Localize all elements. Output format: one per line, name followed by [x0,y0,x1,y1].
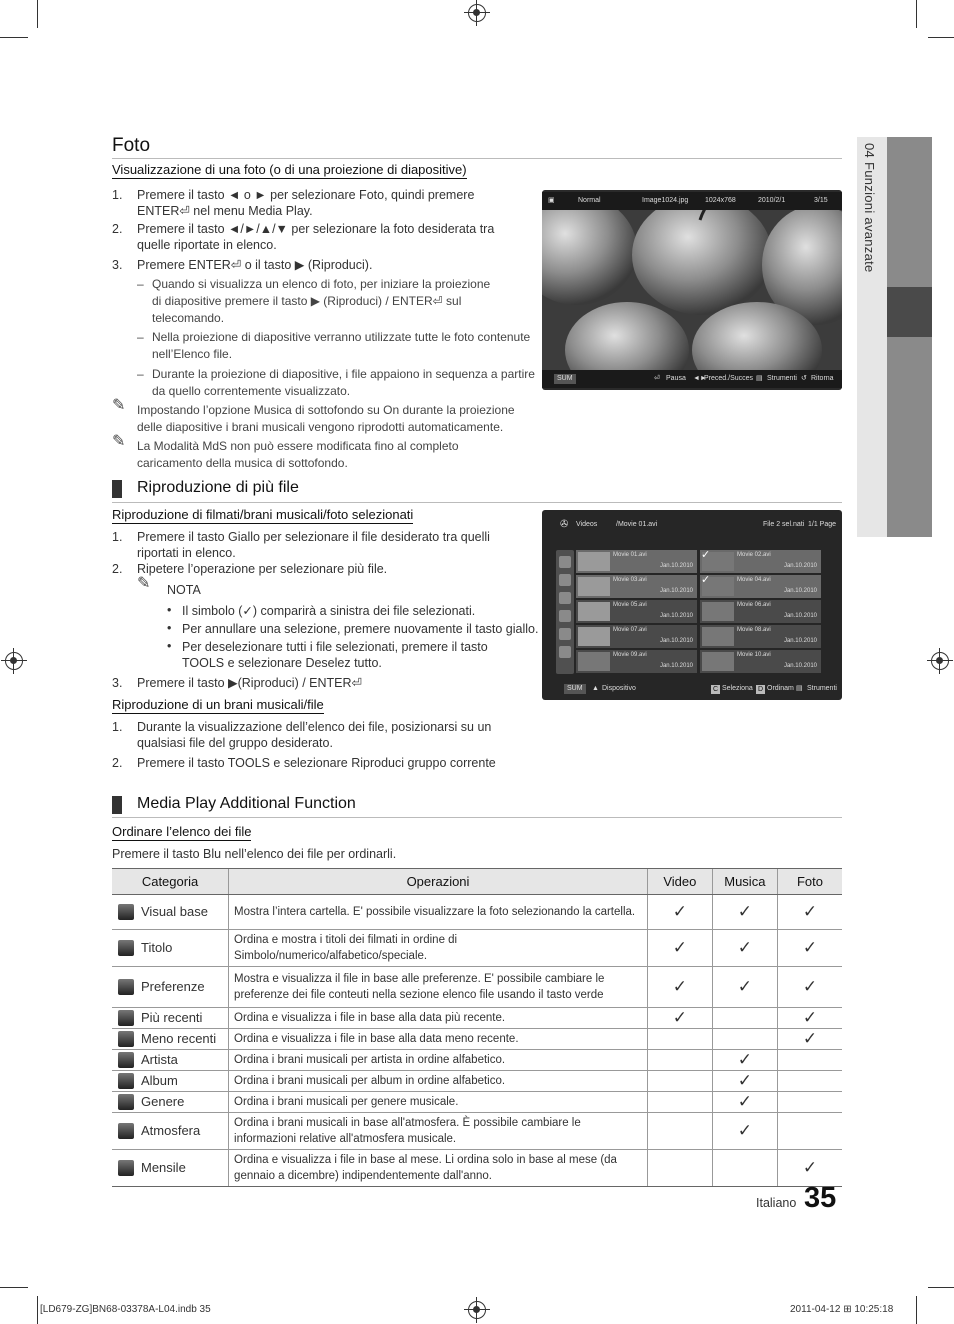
prev-next-label: Preced./Succes [704,375,754,382]
file-name: Movie 09.avi [613,652,647,658]
checkmark-cell [647,1092,712,1113]
subsection-heading: Riproduzione di un brani musicali/file [112,697,324,712]
blue-key-icon: D [758,686,764,693]
chapter-tab-bar [887,137,932,537]
category-icon [118,1094,134,1110]
photo-date: 2010/2/1 [758,197,786,204]
step-text: qualsiasi file del gruppo desiderato. [137,736,333,750]
registration-mark-icon [468,4,486,22]
table-row [112,1150,842,1187]
dash-icon: – [137,330,144,344]
step-number: 1. [112,720,123,734]
table-row [112,930,842,967]
checkmark-cell [647,1050,712,1071]
note-pencil-icon: ✎ [112,433,126,450]
crop-mark [916,0,917,28]
checkmark-cell: ✓ [712,1071,777,1092]
sort-options-table [112,868,842,1187]
checkmark-cell: ✓ [777,1029,842,1050]
checkmark-cell: ✓ [777,967,842,1008]
checkmark-cell: ✓ [712,895,777,930]
category-cell [112,967,229,1008]
category-cell [112,1113,229,1150]
chapter-tab-marker [887,287,932,337]
page-indicator: 1/1 Page [808,521,837,528]
step-text: quelle riportate in elenco. [137,238,277,252]
category-label: Album [141,1072,178,1088]
category-cell [112,1071,229,1092]
header-photo: Foto [777,869,842,895]
device-icon: ▲ [592,685,599,692]
current-file: /Movie 01.avi [616,521,658,528]
dash-icon: – [137,367,144,381]
tools-icon: ▤ [796,685,803,692]
category-icon [118,979,134,995]
category-icon [118,904,134,920]
step-number: 3. [112,676,123,690]
divider [112,817,842,818]
table-row [112,1113,842,1150]
category-label: Preferenze [141,978,205,994]
file-grid [576,550,826,674]
registration-mark-icon [468,1301,486,1319]
left-right-icon: ◄► [693,375,707,382]
crop-mark [0,1287,28,1288]
category-sidebar [556,550,574,674]
photo-resolution: 1024x768 [705,197,736,204]
file-thumbnail-icon [702,652,734,671]
operation-cell: Mostra l’intera cartella. E' possibile visualizzare la foto selezionando la cartella. [229,895,648,930]
file-name: Movie 03.avi [613,577,647,583]
checkmark-cell [712,1008,777,1029]
file-date: Jan.10.2010 [783,663,817,669]
file-name: Movie 10.avi [737,652,771,658]
file-date: Jan.10.2010 [659,638,693,644]
step-text: Premere il tasto Giallo per selezionare il file desiderato tra quelli [137,530,490,544]
bullet-text: Il simbolo (✓) comparirà a sinistra dei file selezionati. [182,604,476,618]
file-item[interactable] [700,625,821,648]
sort-label: Ordinam [767,685,794,692]
checkmark-cell: ✓ [647,895,712,930]
bullet-text: Quando si visualizza un elenco di foto, per iniziare la proiezione [152,277,491,291]
step-number: 2. [112,756,123,770]
registration-mark-icon [5,652,23,670]
divider [112,158,842,159]
category-icon [118,940,134,956]
subsection-heading: Visualizzazione di una foto (o di una proiezione di diapositive) [112,162,467,177]
file-date: Jan.10.2010 [783,588,817,594]
sum-label: SUM [564,684,586,694]
table-row [112,967,842,1008]
step-text: Premere il tasto TOOLS e selezionare Riproduci gruppo corrente [137,756,496,770]
video-list-screenshot [542,510,842,700]
checkmark-cell: ✓ [777,895,842,930]
file-name: Movie 07.avi [613,627,647,633]
folder-label: Videos [576,521,598,528]
table-row [112,1008,842,1029]
category-label: Meno recenti [141,1030,217,1046]
checkmark-cell: ✓ [712,1113,777,1150]
bullet-text: Per annullare una selezione, premere nuovamente il tasto giallo. [182,622,539,636]
file-date: Jan.10.2010 [659,613,693,619]
photo-icon: ▣ [548,197,555,204]
bullet-text: Nella proiezione di diapositive verranno utilizzate tutte le foto contenute [152,330,531,344]
checkmark-cell: ✓ [777,1008,842,1029]
header-category: Categoria [112,869,229,895]
table-header-row [112,869,842,895]
step-number: 1. [112,530,123,544]
video-list-footer [542,680,842,698]
checkmark-cell: ✓ [712,1050,777,1071]
category-cell [112,1092,229,1113]
category-label: Mensile [141,1159,186,1175]
note-text: La Modalità MdS non può essere modificata fino al completo [137,439,459,453]
category-cell [112,1029,229,1050]
bullet-text: telecomando. [152,311,225,325]
category-label: Più recenti [141,1009,203,1025]
step-number: 2. [112,562,123,576]
category-label: Titolo [141,939,173,955]
file-date: Jan.10.2010 [659,663,693,669]
table-row [112,895,842,930]
operation-cell: Ordina i brani musicali per album in ordine alfabetico. [229,1071,648,1092]
checkmark-cell [777,1071,842,1092]
header-music: Musica [712,869,777,895]
dash-icon: – [137,277,144,291]
tools-icon: ▤ [756,375,763,382]
operation-cell: Mostra e visualizza il file in base alle preferenze. E' possibile cambiare le preferenze dei file conteuti nella sezione elenco file usando il tasto verde [229,967,648,1008]
file-item[interactable] [576,550,697,573]
category-label: Visual base [141,903,208,919]
file-name: Movie 01.avi [613,552,647,558]
photo-mode: Normal [578,197,601,204]
pause-label: Pausa [666,375,686,382]
step-number: 3. [112,258,123,272]
file-date: Jan.10.2010 [783,563,817,569]
category-cell [112,930,229,967]
file-thumbnail-icon [578,552,610,571]
checkmark-cell: ✓ [777,930,842,967]
checkmark-cell: ✓ [712,930,777,967]
header-operations: Operazioni [229,869,648,895]
file-item[interactable] [700,575,821,598]
operation-cell: Ordina e visualizza i file in base alla data più recente. [229,1008,648,1029]
tools-label: Strumenti [807,685,837,692]
note-pencil-icon: ✎ [137,575,151,592]
category-label: Genere [141,1093,185,1109]
table-row [112,1092,842,1113]
photo-filename: Image1024.jpg [642,197,689,204]
step-text: Premere ENTER⏎ o il tasto ▶ (Riproduci). [137,258,373,272]
video-list-header [542,516,842,534]
checkmark-cell: ✓ [712,1092,777,1113]
selected-count: File 2 sel.nati [763,521,805,528]
file-date: Jan.10.2010 [659,563,693,569]
file-item[interactable] [700,600,821,623]
step-text: Premere il tasto ◄/►/▲/▼ per selezionare la foto desiderata tra [137,222,495,236]
checkmark-cell: ✓ [647,967,712,1008]
note-label: NOTA [167,583,201,597]
checkmark-cell [777,1113,842,1150]
section-heading: Riproduzione di più file [112,479,299,497]
crop-mark [916,1296,917,1324]
return-label: Ritorna [811,375,834,382]
bullet-dot-icon: • [167,621,172,635]
bullet-text: da quello correntemente visualizzato. [152,384,351,398]
return-icon: ↺ [801,375,807,382]
bullet-dot-icon: • [167,603,172,617]
file-name: Movie 06.avi [737,602,771,608]
file-name: Movie 08.avi [737,627,771,633]
print-file-info: [LD679-ZG]BN68-03378A-L04.indb 35 [40,1304,211,1315]
table-row [112,1029,842,1050]
select-label: Seleziona [722,685,753,692]
category-cell [112,1150,229,1187]
operation-cell: Ordina e visualizza i file in base al mese. Li ordina solo in base al mese (da gennaio a dicembre) indipendentemente dall'anno. [229,1150,648,1187]
step-number: 2. [112,222,123,236]
header-video: Video [647,869,712,895]
page-title: Foto [112,135,151,156]
file-date: Jan.10.2010 [783,638,817,644]
file-date: Jan.10.2010 [783,613,817,619]
subsection-heading: Riproduzione di filmati/brani musicali/foto selezionati [112,507,414,522]
step-text: ENTER⏎ nel menu Media Play. [137,204,313,218]
crop-mark [928,37,954,38]
crop-mark [37,1296,38,1324]
bullet-text: di diapositive premere il tasto ▶ (Riproduci) / ENTER⏎ sul [152,294,462,308]
category-icon [118,1052,134,1068]
table-row [112,1071,842,1092]
check-icon: ✓ [701,574,711,586]
checkmark-cell: ✓ [712,967,777,1008]
checkmark-cell: ✓ [647,1008,712,1029]
category-icon [118,1031,134,1047]
language-label: Italiano [756,1196,797,1210]
enter-icon: ⏎ [654,375,660,382]
category-cell [112,895,229,930]
sum-label: SUM [554,374,576,384]
step-number: 1. [112,188,123,202]
file-thumbnail-icon [578,602,610,621]
checkmark-cell [647,1113,712,1150]
note-text: delle diapositive i brani musicali vengono riprodotti automaticamente. [137,420,504,434]
checkmark-cell [777,1092,842,1113]
checkmark-cell [712,1029,777,1050]
file-item[interactable] [700,650,821,673]
tools-label: Strumenti [767,375,797,382]
registration-mark-icon [931,652,949,670]
file-name: Movie 04.avi [737,577,771,583]
page-number: 35 [804,1182,837,1214]
file-name: Movie 05.avi [613,602,647,608]
file-thumbnail-icon [702,627,734,646]
bullet-text: TOOLS e selezionare Deselez tutto. [182,656,382,670]
section-heading: Media Play Additional Function [112,795,356,813]
step-text: Ripetere l’operazione per selezionare più file. [137,562,388,576]
checkmark-cell [647,1071,712,1092]
category-cell [112,1050,229,1071]
category-icon [118,1073,134,1089]
photo-count: 3/15 [814,197,828,204]
file-thumbnail-icon [578,652,610,671]
checkmark-cell [647,1150,712,1187]
bullet-dot-icon: • [167,639,172,653]
category-icon [118,1010,134,1026]
checkmark-cell: ✓ [647,930,712,967]
chapter-tab-label: 04 Funzioni avanzate [862,143,877,273]
operation-cell: Ordina i brani musicali per genere musicale. [229,1092,648,1113]
file-item[interactable] [576,600,697,623]
bullet-text: Durante la proiezione di diapositive, i file appaiono in sequenza a partire [152,367,535,381]
print-timestamp: 2011-04-12 ⊞ 10:25:18 [790,1304,894,1315]
file-thumbnail-icon [578,627,610,646]
bullet-text: nell’Elenco file. [152,347,233,361]
file-item[interactable] [576,650,697,673]
operation-cell: Ordina i brani musicali per artista in ordine alfabetico. [229,1050,648,1071]
checkmark-cell [647,1029,712,1050]
table-row [112,1050,842,1071]
photo-viewer-screenshot [542,190,842,390]
file-name: Movie 02.avi [737,552,771,558]
note-text: caricamento della musica di sottofondo. [137,456,348,470]
check-icon: ✓ [701,549,711,561]
step-text: Durante la visualizzazione dell’elenco dei file, posizionarsi su un [137,720,492,734]
file-item[interactable] [576,575,697,598]
apples-photo [542,210,842,370]
bullet-text: Per deselezionare tutti i file selezionati, premere il tasto [182,640,488,654]
device-label: Dispositivo [602,685,636,692]
operation-cell: Ordina e visualizza i file in base alla data meno recente. [229,1029,648,1050]
category-icon [118,1123,134,1139]
note-text: Impostando l’opzione Musica di sottofondo su On durante la proiezione [137,403,515,417]
video-icon: ✇ [560,519,569,530]
crop-mark [928,1287,954,1288]
file-item[interactable] [700,550,821,573]
step-text: riportati in elenco. [137,546,236,560]
crop-mark [0,37,28,38]
step-text: Premere il tasto ◄ o ► per selezionare Foto, quindi premere [137,188,475,202]
yellow-key-icon: C [713,686,719,693]
photo-control-bar [542,370,842,388]
step-text: Premere il tasto ▶(Riproduci) / ENTER⏎ [137,676,362,690]
file-thumbnail-icon [578,577,610,596]
divider [112,502,842,503]
intro-text: Premere il tasto Blu nell’elenco dei file per ordinarli. [112,847,397,861]
checkmark-cell: ✓ [777,1150,842,1187]
category-label: Atmosfera [141,1122,201,1138]
file-date: Jan.10.2010 [659,588,693,594]
file-thumbnail-icon [702,602,734,621]
operation-cell: Ordina i brani musicali in base all'atmosfera. È possibile cambiare le informazioni relative all'atmosfera musicale. [229,1113,648,1150]
photo-info-bar [542,192,842,210]
operation-cell: Ordina e mostra i titoli dei filmati in ordine di Simbolo/numerico/alfabetico/speciale. [229,930,648,967]
category-cell [112,1008,229,1029]
note-pencil-icon: ✎ [112,397,126,414]
file-item[interactable] [576,625,697,648]
checkmark-cell [777,1050,842,1071]
crop-mark [37,0,38,28]
category-label: Artista [141,1051,178,1067]
checkmark-cell [712,1150,777,1187]
category-icon [118,1160,134,1176]
subsection-heading: Ordinare l’elenco dei file [112,824,252,839]
